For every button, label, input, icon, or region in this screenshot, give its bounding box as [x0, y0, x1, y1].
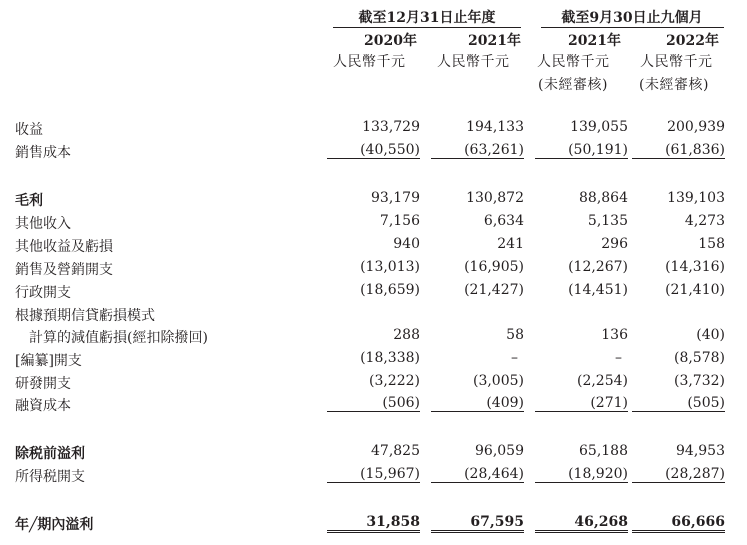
header-unaudited-1: (未經審核): [538, 77, 608, 93]
row-value: 241: [497, 236, 524, 252]
row-value: 136: [601, 327, 628, 343]
row-label: 銷售成本: [15, 145, 71, 161]
row-value: (506): [327, 395, 420, 412]
table-row-ecl-heading: [0, 305, 747, 325]
row-value: 31,858: [327, 514, 420, 533]
header-unit-1: 人民幣千元: [333, 54, 406, 70]
header-unit-4: 人民幣千元: [640, 54, 713, 70]
table-row-other-income: [0, 213, 747, 233]
row-value: 940: [393, 236, 420, 252]
row-value: 67,595: [431, 514, 524, 533]
table-row-other-gains-losses: [0, 236, 747, 256]
row-value: (271): [535, 395, 628, 412]
row-value: 130,872: [466, 190, 524, 206]
row-value: –: [615, 350, 622, 366]
header-unit-2: 人民幣千元: [437, 54, 510, 70]
header-unaudited-2: (未經審核): [639, 77, 709, 93]
table-row-redacted-expenses: [0, 350, 747, 370]
row-label: 年╱期內溢利: [15, 517, 94, 533]
row-value: (21,410): [665, 282, 725, 298]
table-row-gross-profit: [0, 190, 747, 210]
row-value: (3,732): [673, 373, 725, 389]
row-value: (505): [632, 395, 725, 412]
row-value: 94,953: [676, 443, 725, 459]
row-label: 其他收入: [15, 216, 71, 232]
row-value: (409): [431, 395, 524, 412]
row-value: 65,188: [579, 443, 628, 459]
table-row-income-tax: [0, 466, 747, 486]
row-label: 計算的減值虧損(經扣除撥回): [15, 330, 208, 346]
row-value: (28,464): [431, 466, 524, 483]
table-row-finance-costs: [0, 395, 747, 415]
row-value: (63,261): [431, 142, 524, 159]
row-value: 133,729: [362, 119, 420, 135]
row-value: 4,273: [684, 213, 725, 229]
table-row-admin-expenses: [0, 282, 747, 302]
row-value: 200,939: [667, 119, 725, 135]
row-label: 行政開支: [15, 285, 71, 301]
row-value: 139,103: [667, 190, 725, 206]
row-value: (16,905): [464, 259, 524, 275]
row-value: 194,133: [466, 119, 524, 135]
row-value: 7,156: [379, 213, 420, 229]
header-group-annual: 截至12月31日止年度: [358, 10, 496, 26]
row-value: (14,451): [568, 282, 628, 298]
row-value: 296: [601, 236, 628, 252]
row-label: 研發開支: [15, 376, 71, 392]
header-year-2022: 2022年: [666, 33, 719, 49]
row-value: (8,578): [673, 350, 725, 366]
row-value: (50,191): [535, 142, 628, 159]
table-row-rd-expenses: [0, 373, 747, 393]
row-value: 58: [506, 327, 524, 343]
row-value: (18,920): [535, 466, 628, 483]
table-row-profit-before-tax: [0, 443, 747, 463]
row-value: 96,059: [475, 443, 524, 459]
row-label: 除税前溢利: [15, 446, 85, 462]
row-value: 139,055: [570, 119, 628, 135]
row-value: 5,135: [587, 213, 628, 229]
table-row-impairment: [0, 327, 747, 347]
header-rule-nine-months: [541, 27, 724, 28]
row-value: 47,825: [371, 443, 420, 459]
row-value: 66,666: [632, 514, 725, 533]
row-label: 其他收益及虧損: [15, 239, 113, 255]
header-group-nine-months: 截至9月30日止九個月: [561, 10, 703, 26]
header-year-2021b: 2021年: [568, 33, 621, 49]
header-unit-3: 人民幣千元: [537, 54, 610, 70]
table-row-revenue: [0, 119, 747, 139]
row-label: [編纂]開支: [15, 353, 82, 369]
row-value: (21,427): [464, 282, 524, 298]
header-year-2021a: 2021年: [468, 33, 521, 49]
row-value: 288: [393, 327, 420, 343]
row-value: (13,013): [360, 259, 420, 275]
row-value: (61,836): [632, 142, 725, 159]
row-label: 所得税開支: [15, 469, 85, 485]
row-label: 毛利: [15, 193, 43, 209]
row-value: (12,267): [568, 259, 628, 275]
row-value: (3,222): [368, 373, 420, 389]
row-value: (28,287): [632, 466, 725, 483]
row-value: (18,338): [360, 350, 420, 366]
row-value: (3,005): [472, 373, 524, 389]
row-label: 收益: [15, 122, 43, 138]
row-value: –: [511, 350, 518, 366]
row-value: 6,634: [483, 213, 524, 229]
row-value: (15,967): [327, 466, 420, 483]
row-value: (18,659): [360, 282, 420, 298]
header-year-2020: 2020年: [364, 33, 417, 49]
table-row-profit-for-period: [0, 514, 747, 534]
row-value: 46,268: [535, 514, 628, 533]
row-value: 158: [698, 236, 725, 252]
row-value: (40): [696, 327, 725, 343]
row-value: (40,550): [327, 142, 420, 159]
row-value: (2,254): [576, 373, 628, 389]
row-value: (14,316): [665, 259, 725, 275]
row-label: 銷售及營銷開支: [15, 262, 113, 278]
row-value: 88,864: [579, 190, 628, 206]
row-label: 融資成本: [15, 398, 71, 414]
row-value: 93,179: [371, 190, 420, 206]
table-row-selling-marketing: [0, 259, 747, 279]
header-rule-annual: [333, 27, 521, 28]
row-label: 根據預期信貸虧損模式: [15, 308, 155, 324]
table-row-cost-of-sales: [0, 142, 747, 162]
